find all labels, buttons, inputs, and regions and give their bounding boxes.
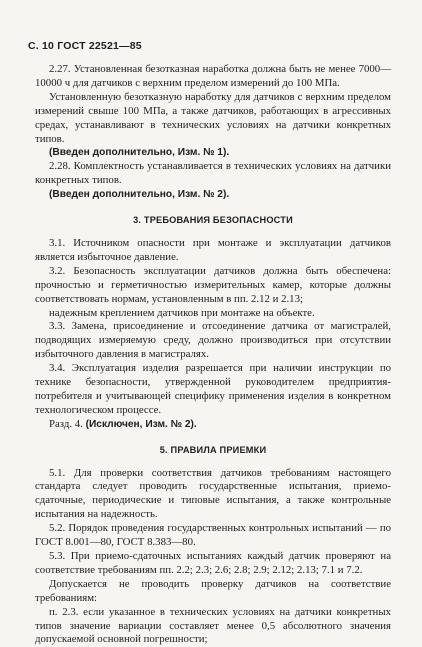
paragraph-3-2-cont: надежным креплением датчиков при монтаже на объекте. (49, 306, 315, 319)
paragraph-3-1: 3.1. Источником опасности при монтаже и эксплуатации датчиков является избыточное давление. (35, 236, 391, 263)
amendment-note-2: (Введен дополнительно, Изм. № 2). (49, 189, 230, 201)
paragraph-2-27-cont: Установленную безотказную наработку для датчиков с верхним пределом измерений свыше 100 МПа, а также датчиков, работающих в агрессивных средах, устанавливают в технических условиях на датчики конкретных типов. (35, 90, 391, 145)
section-4-note (35, 418, 391, 432)
amendment-note-1: (Введен дополнительно, Изм. № 1). (49, 147, 230, 159)
section-title-safety: 3. ТРЕБОВАНИЯ БЕЗОПАСНОСТИ (133, 215, 293, 226)
paragraph-5-3: 5.3. При приемо-сдаточных испытаниях каждый датчик проверяют на соответствие требованиям пп. 2.2; 2.3; 2.6; 2.8; 2.9; 2.12; 2.13; 7.1 и 7.2. (35, 550, 391, 576)
paragraph-2-28: 2.28. Комплектность устанавливается в технических условиях на датчики конкретных типов. (35, 160, 391, 187)
paragraph-3-3: 3.3. Замена, присоединение и отсоединение датчика от магистралей, подводящих измеряемую среду, должно производиться при отсутствии избыточного давления в магистралях. (35, 320, 391, 361)
section-4-ref: Разд. 4. (49, 417, 83, 430)
paragraph-5-3-item: п. 2.3. если указанное в технических условиях на датчики конкретных типов значение вариации составляет менее 0,5 абсолютного значения допускаемой основной погрешности; (35, 605, 391, 646)
paragraph-3-2: 3.2. Безопасность эксплуатации датчиков должна быть обеспечена: прочностью и герметичностью измерительных камер, которые должны соответствовать нормам, установленным в пп. 2.12 и 2.13; (35, 264, 391, 305)
section-4-excluded: (Исключен, Изм. № 2). (85, 418, 197, 430)
paragraph-5-1: 5.1. Для проверки соответствия датчиков требованиям настоящего стандарта следует проводить государственные испытания, приемо-сдаточные, периодические и типовые испытания, а также контрольные испытания на надежность. (35, 466, 391, 521)
document-body (35, 63, 391, 647)
paragraph-5-3-allowance: Допускается не проводить проверку датчиков на соответствие требованиям: (35, 577, 391, 604)
page-header: С. 10 ГОСТ 22521—85 (28, 40, 142, 52)
paragraph-2-27: 2.27. Установленная безотказная наработка должна быть не менее 7000—10000 ч для датчиков с верхним пределом измерений до 100 МПа. (35, 63, 391, 89)
paragraph-5-2: 5.2. Порядок проведения государственных контрольных испытаний — по ГОСТ 8.001—80, ГОСТ 8.383—80. (35, 522, 391, 549)
paragraph-3-4: 3.4. Эксплуатация изделия разрешается при наличии инструкции по технике безопасности, утвержденной руководителем предприятия-потребителя и учитывающей специфику применения изделия в конкретном технологическом процессе. (35, 362, 391, 416)
section-title-acceptance: 5. ПРАВИЛА ПРИЕМКИ (159, 444, 267, 455)
